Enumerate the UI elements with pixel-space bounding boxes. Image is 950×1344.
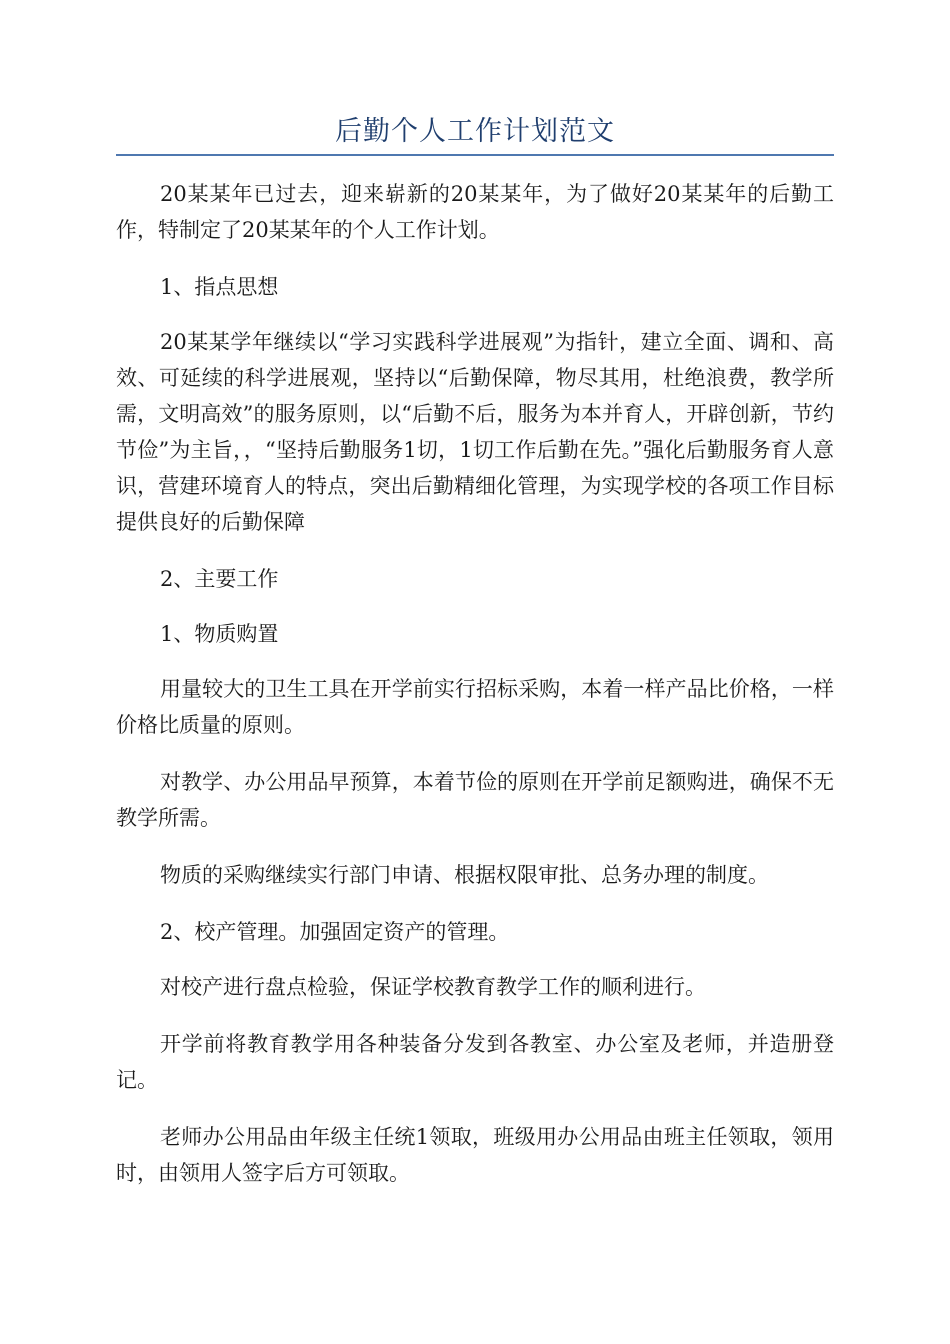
subsection-heading-asset-management: 2、校产管理。加强固定资产的管理。 xyxy=(160,920,510,944)
title-underline xyxy=(116,154,834,156)
paragraph-purchase-procedure: 物质的采购继续实行部门申请、根据权限审批、总务办理的制度。 xyxy=(160,863,769,887)
document-body xyxy=(116,176,834,1212)
document-title: 后勤个人工作计划范文 xyxy=(335,116,615,147)
paragraph-office-supplies: 对教学、办公用品早预算，本着节俭的原则在开学前足额购进，确保不无教学所需。 xyxy=(116,770,834,830)
paragraph-intro: 20某某年已过去，迎来崭新的20某某年，为了做好20某某年的后勤工作，特制定了20某某年的个人工作计划。 xyxy=(116,182,834,242)
paragraph-equipment-distribution: 开学前将教育教学用各种装备分发到各教室、办公室及老师，并造册登记。 xyxy=(116,1032,834,1092)
paragraph-supply-collection: 老师办公用品由年级主任统1领取，班级用办公用品由班主任领取，领用时，由领用人签字后方可领取。 xyxy=(116,1125,834,1185)
paragraph-asset-inventory: 对校产进行盘点检验，保证学校教育教学工作的顺利进行。 xyxy=(160,975,706,999)
subsection-heading-material-purchase: 1、物质购置 xyxy=(160,622,279,646)
section-heading-main-work: 2、主要工作 xyxy=(160,567,279,591)
paragraph-guiding-thought: 20某某学年继续以“学习实践科学进展观”为指针，建立全面、调和、高效、可延续的科学进展观，坚持以“后勤保障，物尽其用，杜绝浪费，教学所需，文明高效”的服务原则，以“后勤不后，服务为本并育人，开辟创新，节约节俭”为主旨，，“坚持后勤服务1切，1切工作后勤在先。”强化后勤服务育人意识，营建环境育人的特点，突出后勤精细化管理，为实现学校的各项工作目标提供良好的后勤保障 xyxy=(116,330,834,534)
section-heading-guiding-thought: 1、指点思想 xyxy=(160,275,279,299)
paragraph-cleaning-tools: 用量较大的卫生工具在开学前实行招标采购，本着一样产品比价格，一样价格比质量的原则。 xyxy=(116,677,834,737)
